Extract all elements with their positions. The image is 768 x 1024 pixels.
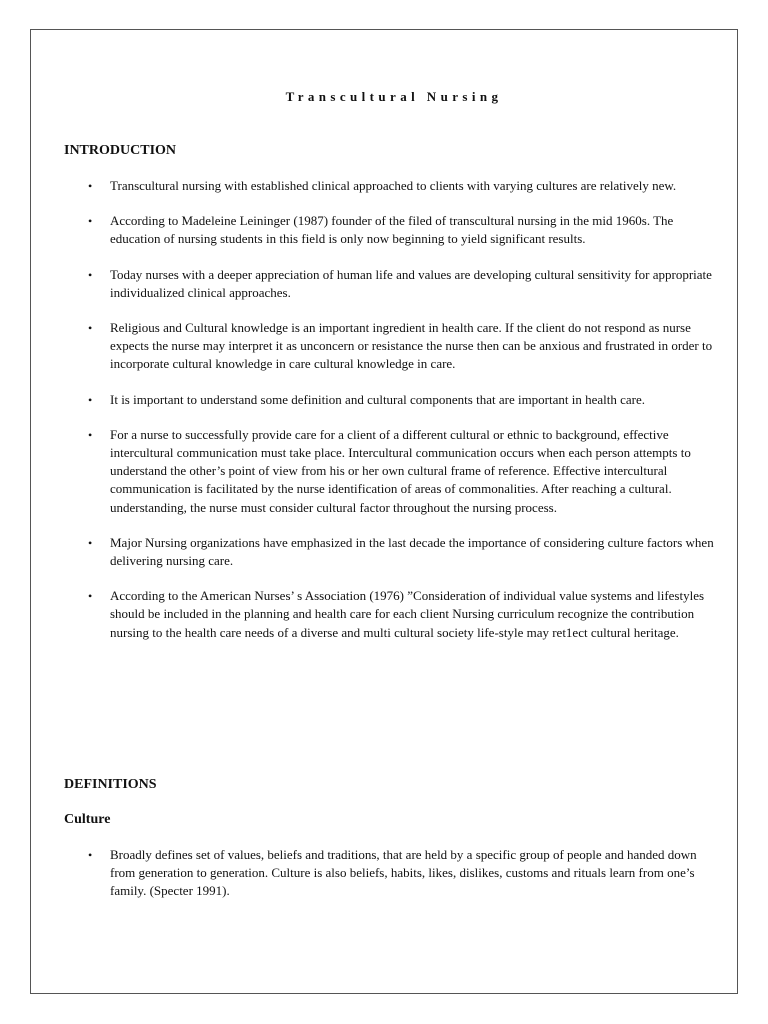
list-item [64,534,724,570]
bullet-icon: • [88,321,93,336]
list-item-text: Religious and Cultural knowledge is an important ingredient in health care. If the client do not respond as nurse expects the nurse may interpret it as unconcern or resistance the nurse then can be anxious and frustrated in order to incorporate cultural knowledge in care cultural knowledge in care. [110,320,713,372]
bullet-icon: • [88,392,93,407]
list-item [64,587,724,642]
introduction-heading: INTRODUCTION [64,143,177,158]
list-item [64,391,724,409]
list-item-text: According to Madeleine Leininger (1987) founder of the filed of transcultural nursing in the mid 1960s. The education of nursing students in this field is only now beginning to yield significant results. [110,213,674,247]
list-item-text: It is important to understand some definition and cultural components that are important in health care. [110,391,646,407]
bullet-icon: • [88,589,93,604]
list-item-text: Broadly defines set of values, beliefs and traditions, that are held by a specific group of people and handed down from generation to generation. Culture is also beliefs, habits, likes, dislikes, customs and rituals learn from one’s family. (Specter 1991). [110,847,697,899]
list-item [64,846,724,901]
list-item-text: Major Nursing organizations have emphasized in the last decade the importance of considering culture factors when delivering nursing care. [110,534,714,569]
list-item-text: According to the American Nurses’ s Association (1976) ”Consideration of individual value systems and lifestyles should be included in the planning and health care for each client Nursing curriculum recognize the contribution nursing to the health care needs of a diverse and multi cultural society life-style may ret1ect cultural heritage. [110,588,705,640]
bullet-icon: • [88,848,93,862]
culture-list [64,846,724,901]
bullet-icon: • [88,427,93,442]
list-item-text: For a nurse to successfully provide care for a client of a different cultural or ethnic to background, effective intercultural communication must take place. Intercultural communication occurs when each person attempts to understand the other’s point of view from his or her own cultural frame of reference. Effective intercultural communication is facilitated by the nurse identification of areas of commonalities. After reaching a cultural. understanding, the nurse must consider cultural factor throughout the nursing process. [110,426,691,515]
list-item [64,177,724,195]
definitions-heading: DEFINITIONS [64,777,157,792]
list-item [64,266,724,302]
bullet-icon: • [88,535,93,550]
document-title: Transcultural Nursing [285,89,503,104]
bullet-icon: • [88,214,93,229]
bullet-icon: • [88,179,93,193]
introduction-list [64,177,724,642]
list-item-text: Today nurses with a deeper appreciation of human life and values are developing cultural sensitivity for appropriate individualized clinical approaches. [110,266,712,300]
culture-heading: Culture [64,812,111,827]
bullet-icon: • [88,267,93,282]
list-item [64,212,724,248]
list-item [64,426,724,517]
list-item-text: Transcultural nursing with established clinical approached to clients with varying cultures are relatively new. [110,178,677,193]
list-item [64,319,724,374]
